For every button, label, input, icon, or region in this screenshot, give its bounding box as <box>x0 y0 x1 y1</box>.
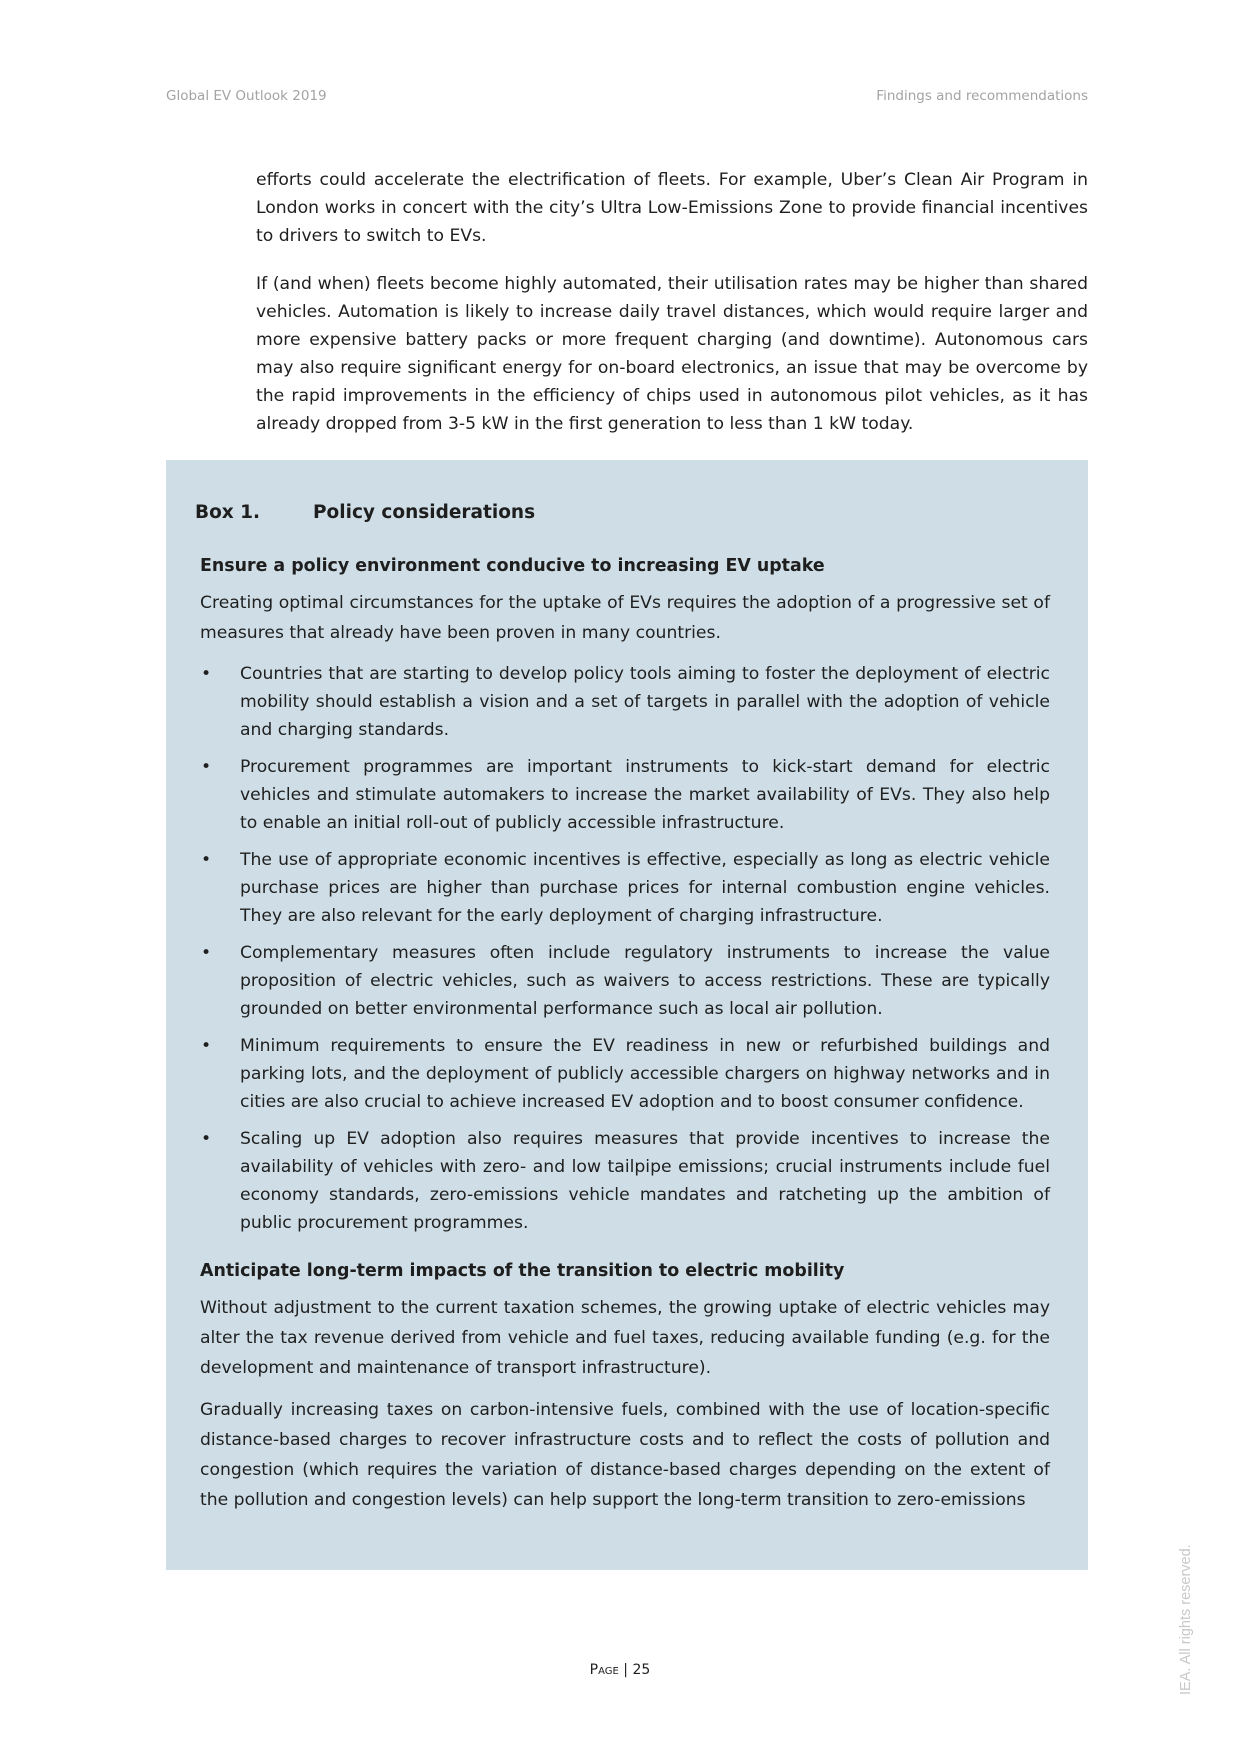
bullet-icon: • <box>201 664 212 684</box>
rights-watermark: IEA. All rights reserved. <box>1178 1544 1194 1695</box>
bullet-icon: • <box>201 1036 212 1056</box>
list-item-text: Countries that are starting to develop policy tools aiming to foster the deployment of electric mobility should establish a vision and a set of targets in parallel with the adoption of vehicle and charging standards. <box>240 664 1050 740</box>
paragraph-text: If (and when) fleets become highly automated, their utilisation rates may be higher than shared vehicles. Automation is likely to increase daily travel distances, which would require larger and more expensive battery packs or more frequent charging (and downtime). Autonomous cars may also require significant energy for on-board electronics, an issue that may be overcome by the rapid improvements in the efficiency of chips used in autonomous pilot vehicles, as it has already dropped from 3-5 kW in the first generation to less than 1 kW today. <box>256 274 1088 434</box>
bullet-icon: • <box>201 757 212 777</box>
body-paragraph <box>256 270 1088 438</box>
bullet-list <box>200 660 1050 1237</box>
box-header <box>195 502 535 523</box>
list-item-text: Minimum requirements to ensure the EV readiness in new or refurbished buildings and parking lots, and the deployment of publicly accessible chargers on highway networks and in cities are also crucial to achieve increased EV adoption and to boost consumer confidence. <box>240 1036 1050 1112</box>
policy-box <box>166 460 1088 1570</box>
section-paragraph: Gradually increasing taxes on carbon-intensive fuels, combined with the use of location-specific distance-based charges to recover infrastructure costs and to reflect the costs of pollution and congestion (which requires the variation of distance-based charges depending on the extent of the pollution and congestion levels) can help support the long-term transition to zero-emissions <box>200 1400 1050 1510</box>
list-item <box>200 1125 1050 1237</box>
running-header-title: Global EV Outlook 2019 <box>166 88 327 104</box>
section-paragraph: Without adjustment to the current taxation schemes, the growing uptake of electric vehicles may alter the tax revenue derived from vehicle and fuel taxes, reducing available funding (e.g. for the development and maintenance of transport infrastructure). <box>200 1298 1050 1378</box>
box-content <box>200 552 1050 1527</box>
list-item-text: Scaling up EV adoption also requires measures that provide incentives to increase the availability of vehicles with zero- and low tailpipe emissions; crucial instruments include fuel economy standards, zero-emissions vehicle mandates and ratcheting up the ambition of public procurement programmes. <box>240 1129 1050 1233</box>
box-title: Policy considerations <box>313 502 536 523</box>
list-item-text: Procurement programmes are important instruments to kick-start demand for electric vehicles and stimulate automakers to increase the market availability of EVs. They also help to enable an initial roll-out of publicly accessible infrastructure. <box>240 757 1050 833</box>
running-header-section: Findings and recommendations <box>876 88 1088 104</box>
page-footer <box>0 1662 1240 1678</box>
section-intro: Creating optimal circumstances for the uptake of EVs requires the adoption of a progressive set of measures that already have been proven in many countries. <box>200 593 1050 643</box>
box-number: Box 1. <box>195 502 261 523</box>
body-paragraph <box>256 166 1088 250</box>
list-item <box>200 660 1050 744</box>
list-item <box>200 846 1050 930</box>
paragraph-text: efforts could accelerate the electrification of fleets. For example, Uber’s Clean Air Program in London works in concert with the city’s Ultra Low-Emissions Zone to provide financial incentives to drivers to switch to EVs. <box>256 170 1088 246</box>
list-item <box>200 939 1050 1023</box>
page-separator: | <box>618 1662 633 1678</box>
page-number: 25 <box>632 1662 651 1678</box>
section-heading: Anticipate long-term impacts of the transition to electric mobility <box>200 1261 845 1281</box>
list-item <box>200 1032 1050 1116</box>
section-heading: Ensure a policy environment conducive to increasing EV uptake <box>200 556 825 576</box>
bullet-icon: • <box>201 943 212 963</box>
list-item-text: The use of appropriate economic incentives is effective, especially as long as electric vehicle purchase prices are higher than purchase prices for internal combustion engine vehicles. They are also relevant for the early deployment of charging infrastructure. <box>240 850 1050 926</box>
page-label: Page <box>589 1662 619 1678</box>
bullet-icon: • <box>201 850 212 870</box>
bullet-icon: • <box>201 1129 212 1149</box>
list-item <box>200 753 1050 837</box>
list-item-text: Complementary measures often include regulatory instruments to increase the value proposition of electric vehicles, such as waivers to access restrictions. These are typically grounded on better environmental performance such as local air pollution. <box>240 943 1050 1019</box>
